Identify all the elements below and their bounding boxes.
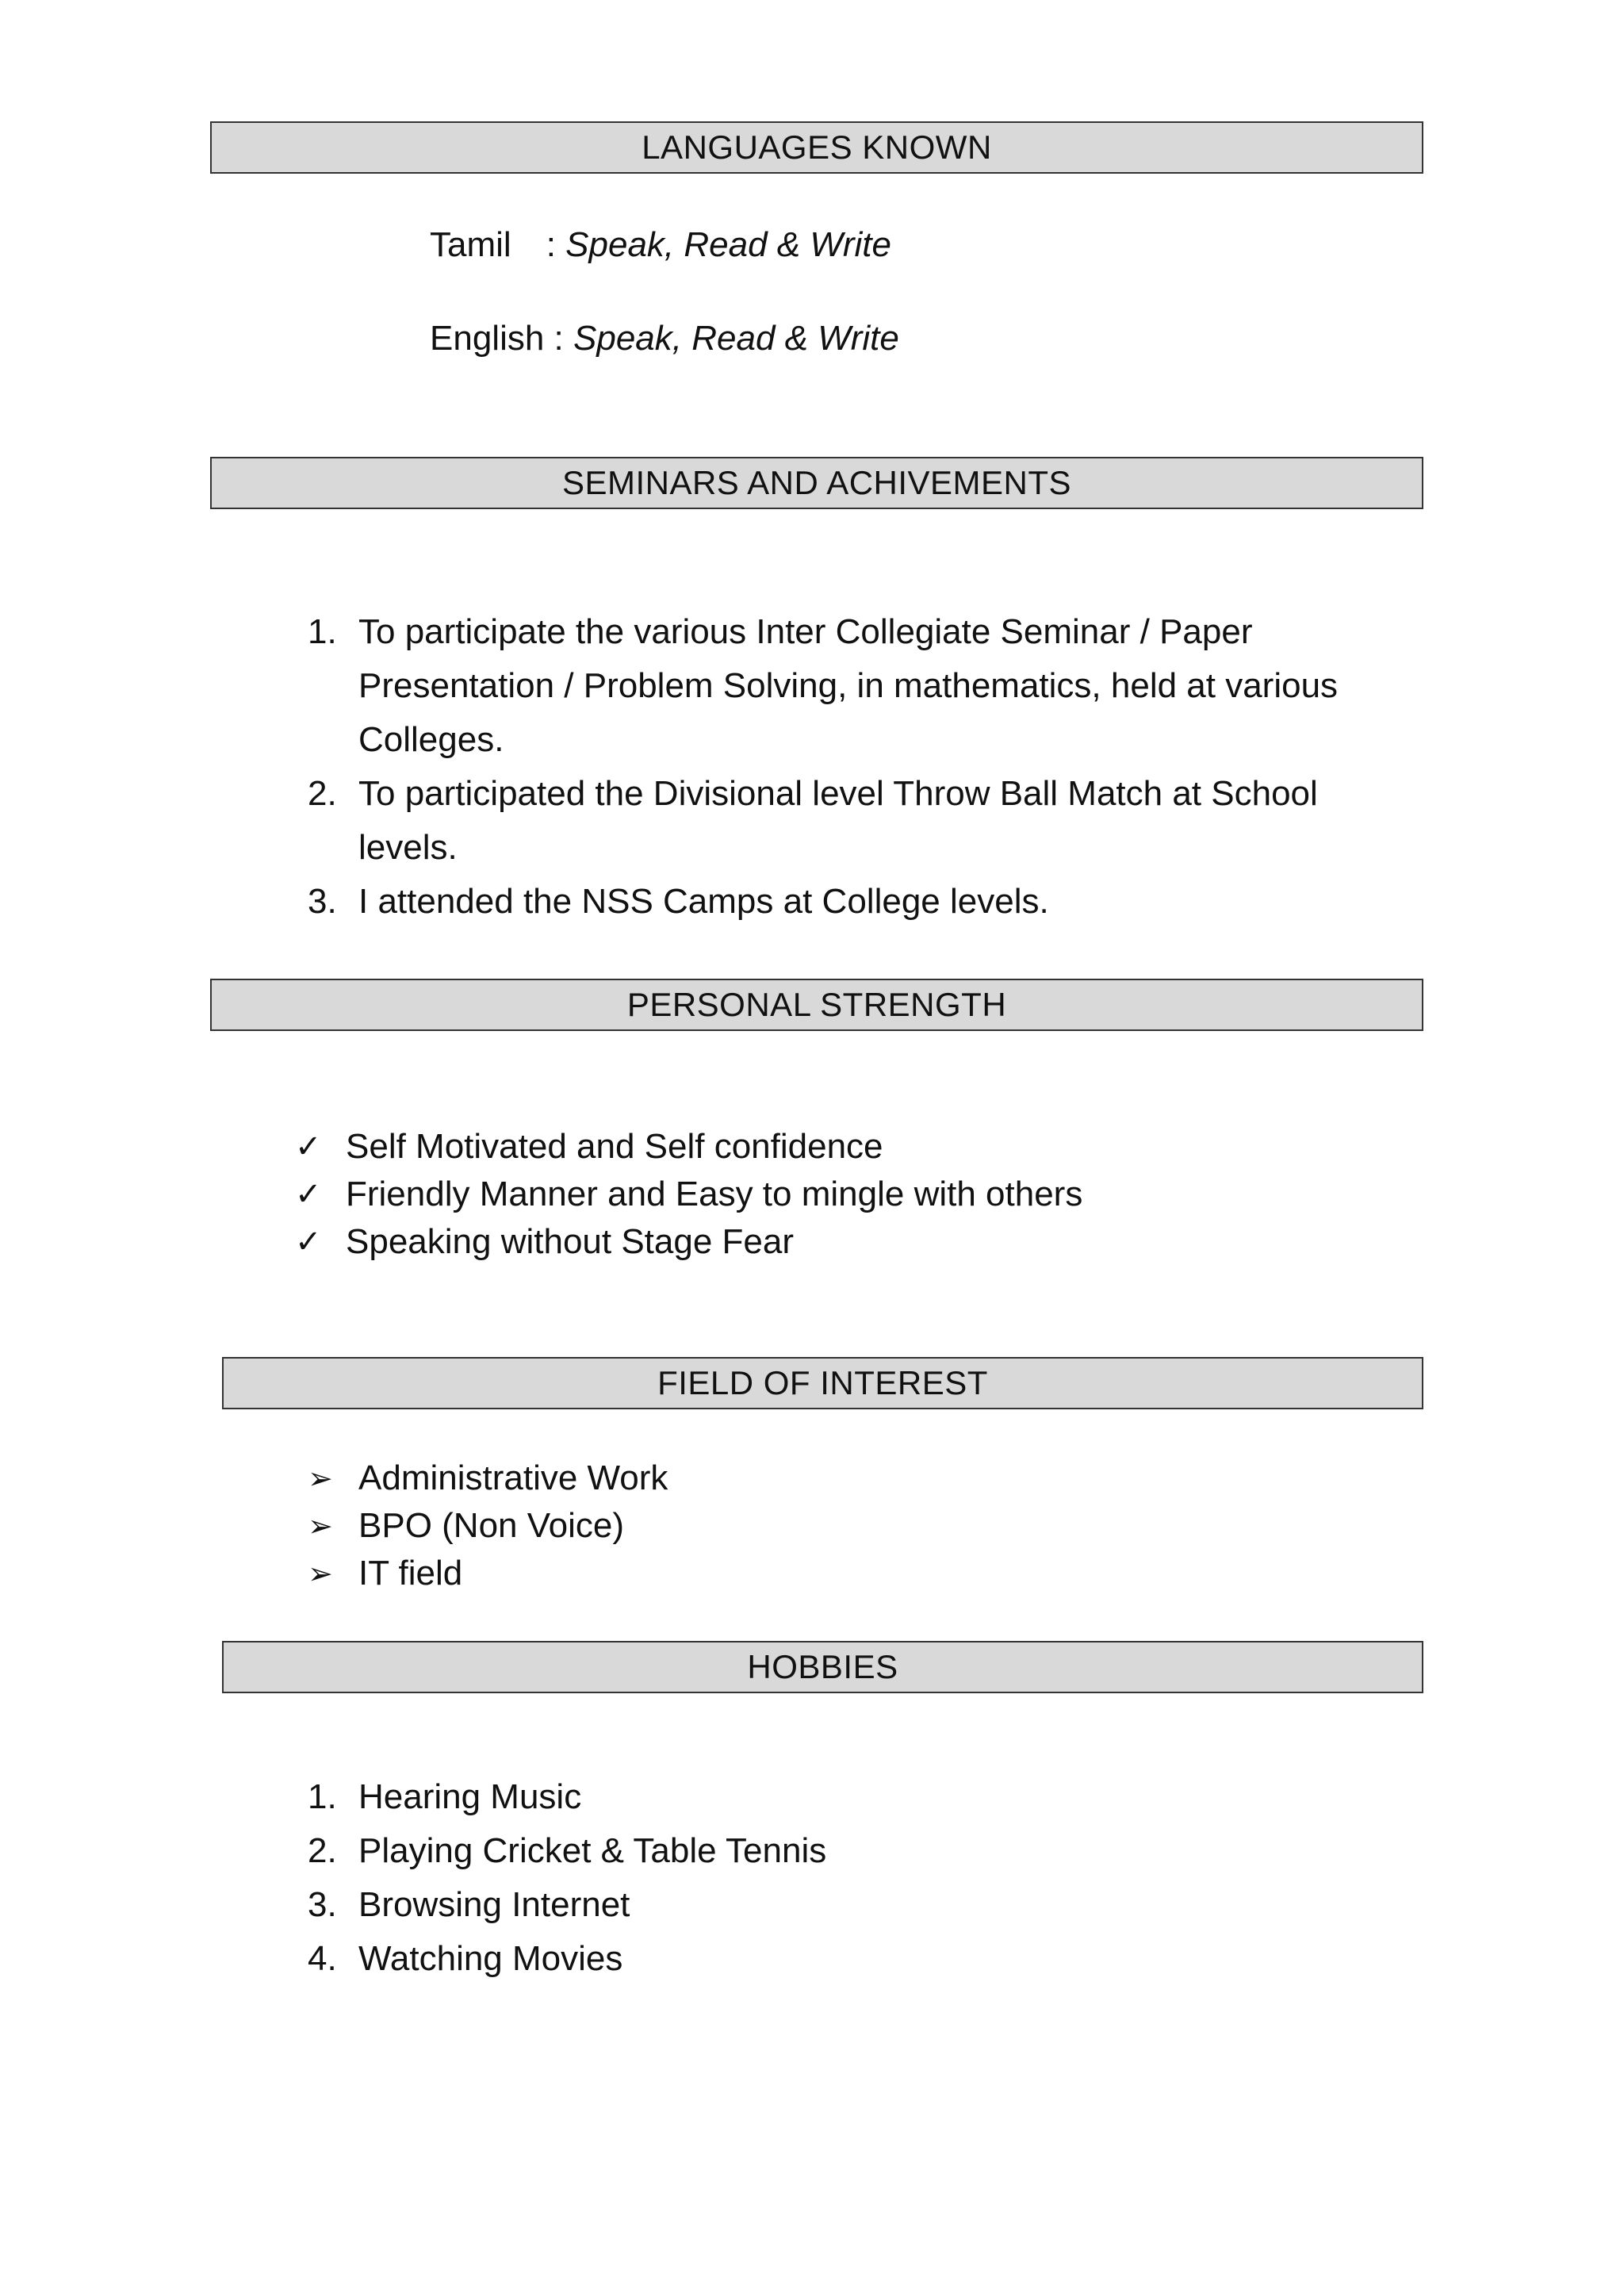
list-item [295,1123,1377,1171]
list-item-text: Administrative Work [358,1458,668,1497]
list-item [308,875,1421,929]
hobbies-list [308,1770,1389,1986]
language-name: English [430,319,545,358]
interest-section-header [222,1357,1423,1409]
list-item [308,1824,1389,1878]
list-item [308,1878,1389,1932]
list-item [308,1550,1389,1597]
strength-section-header [210,979,1423,1031]
list-item-text: Playing Cricket & Table Tennis [358,1831,827,1870]
strength-section-title: PERSONAL STRENGTH [626,986,1007,1023]
list-item-line: To participated the Divisional level Throw Ball Match at School [358,774,1318,813]
hobbies-section-header [222,1641,1423,1693]
language-row-english [430,319,899,358]
list-item [308,1932,1389,1986]
seminars-section-title: SEMINARS AND ACHIVEMENTS [561,464,1072,501]
arrowhead-bullet-icon: ➢ [308,1556,333,1591]
seminars-list [308,605,1421,929]
list-item [308,605,1421,767]
list-item [308,1455,1389,1502]
list-item [308,1770,1389,1824]
list-item-number: 2. [308,774,337,813]
list-item-line: Colleges. [358,720,504,759]
languages-section-header [210,121,1423,174]
list-item-number: 4. [308,1939,337,1978]
list-item [308,767,1421,875]
list-item-line: Presentation / Problem Solving, in mathematics, held at various [358,666,1339,705]
list-item-line: I attended the NSS Camps at College levels. [358,882,1049,921]
list-item-number: 1. [308,1777,337,1816]
list-item-text: Watching Movies [358,1939,623,1978]
list-item-line: levels. [358,828,458,867]
list-item-text: Speaking without Stage Fear [346,1222,795,1261]
list-item [308,1502,1389,1550]
list-item-number: 3. [308,1885,337,1924]
language-skills: Speak, Read & Write [565,225,892,264]
language-separator: : [553,319,564,358]
seminars-section-header [210,457,1423,509]
strengths-list [295,1123,1377,1266]
list-item-text: BPO (Non Voice) [358,1506,625,1545]
arrowhead-bullet-icon: ➢ [308,1508,333,1543]
languages-section-title: LANGUAGES KNOWN [642,128,992,166]
list-item-number: 2. [308,1831,337,1870]
language-separator: : [546,225,556,264]
hobbies-section-title: HOBBIES [747,1648,898,1685]
checkmark-icon: ✓ [295,1129,322,1165]
language-skills: Speak, Read & Write [573,319,899,358]
list-item-text: Self Motivated and Self confidence [346,1127,883,1166]
list-item-line: To participate the various Inter Collegiate Seminar / Paper [358,612,1253,651]
list-item [295,1171,1377,1218]
list-item-text: Browsing Internet [358,1885,630,1924]
list-item-number: 3. [308,882,337,921]
language-name: Tamil [430,225,511,264]
checkmark-icon: ✓ [295,1224,322,1260]
list-item [295,1218,1377,1266]
list-item-text: Friendly Manner and Easy to mingle with others [346,1175,1083,1213]
list-item-text: Hearing Music [358,1777,582,1816]
interests-list [308,1455,1389,1597]
arrowhead-bullet-icon: ➢ [308,1461,333,1496]
language-row-tamil [430,225,891,265]
interest-section-title: FIELD OF INTEREST [657,1364,988,1401]
list-item-number: 1. [308,612,337,651]
checkmark-icon: ✓ [295,1176,322,1213]
list-item-text: IT field [358,1554,463,1593]
